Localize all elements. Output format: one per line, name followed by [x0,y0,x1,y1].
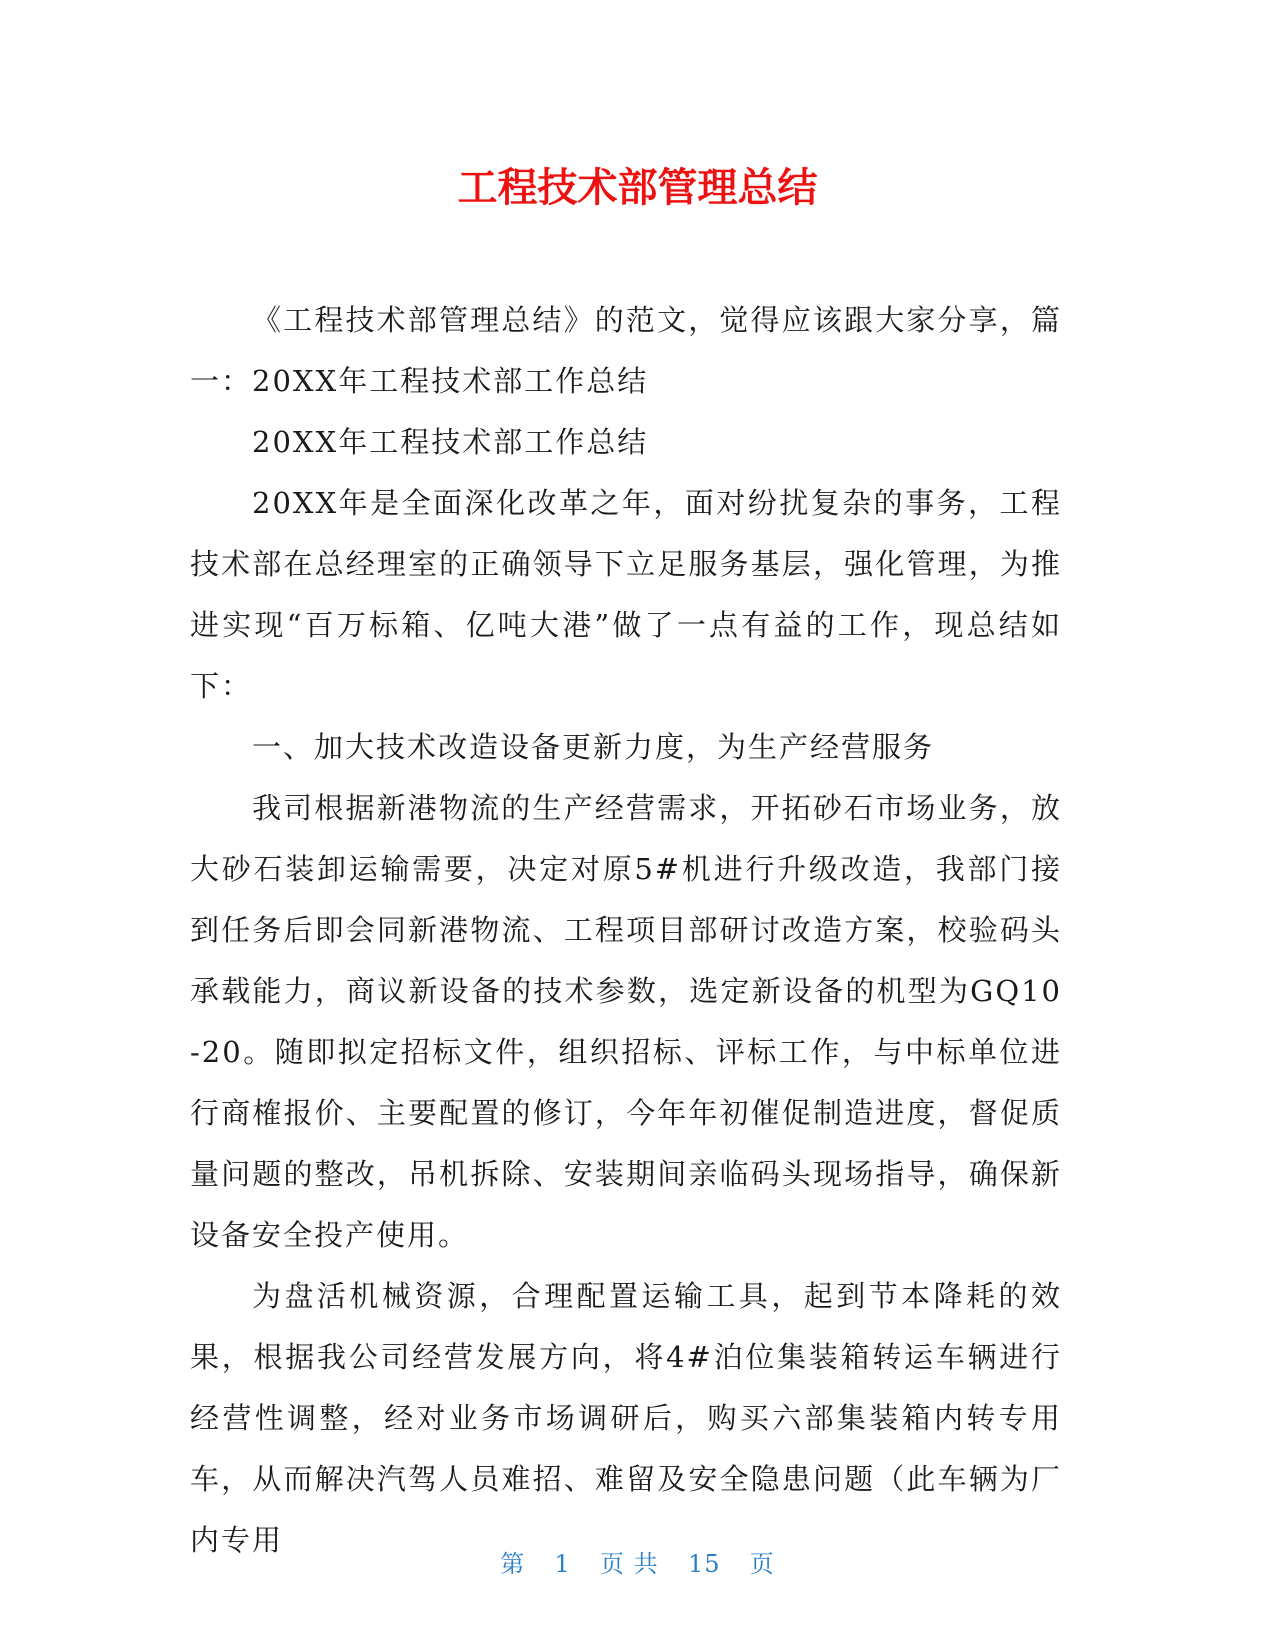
body-paragraph: 为盘活机械资源，合理配置运输工具，起到节本降耗的效果，根据我公司经营发展方向，将4#泊位集装箱转运车辆进行经营性调整，经对业务市场调研后，购买六部集装箱内转专用车，从而解决汽驾人员难招、难留及安全隐患问题（此车辆为厂内专用 [190,1279,1062,1557]
footer-middle: 页 共 [600,1550,659,1578]
intro-paragraph: 《工程技术部管理总结》的范文，觉得应该跟大家分享，篇一：20XX年工程技术部工作总结 [190,303,1062,398]
document-body [190,290,1062,1571]
subsection-heading: 一、加大技术改造设备更新力度，为生产经营服务 [252,730,935,764]
footer-prefix: 第 [500,1550,526,1578]
body-paragraph: 我司根据新港物流的生产经营需求，开拓砂石市场业务，放大砂石装卸运输需要，决定对原5#机进行升级改造，我部门接到任务后即会同新港物流、工程项目部研讨改造方案，校验码头承载能力，商议新设备的技术参数，选定新设备的机型为GQ10-20。随即拟定招标文件，组织招标、评标工作，与中标单位进行商榷报价、主要配置的修订，今年年初催促制造进度，督促质量问题的整改，吊机拆除、安装期间亲临码头现场指导，确保新设备安全投产使用。 [190,791,1062,1252]
footer-current-page: 1 [554,1550,571,1578]
document-title: 工程技术部管理总结 [457,165,818,211]
section-heading: 20XX年工程技术部工作总结 [252,425,649,459]
footer-total-pages: 15 [687,1550,721,1578]
body-paragraph: 20XX年是全面深化改革之年，面对纷扰复杂的事务，工程技术部在总经理室的正确领导下立足服务基层，强化管理，为推进实现“百万标箱、亿吨大港”做了一点有益的工作，现总结如下： [190,486,1062,703]
footer-suffix: 页 [749,1550,775,1578]
page-number-footer [0,1548,1275,1580]
